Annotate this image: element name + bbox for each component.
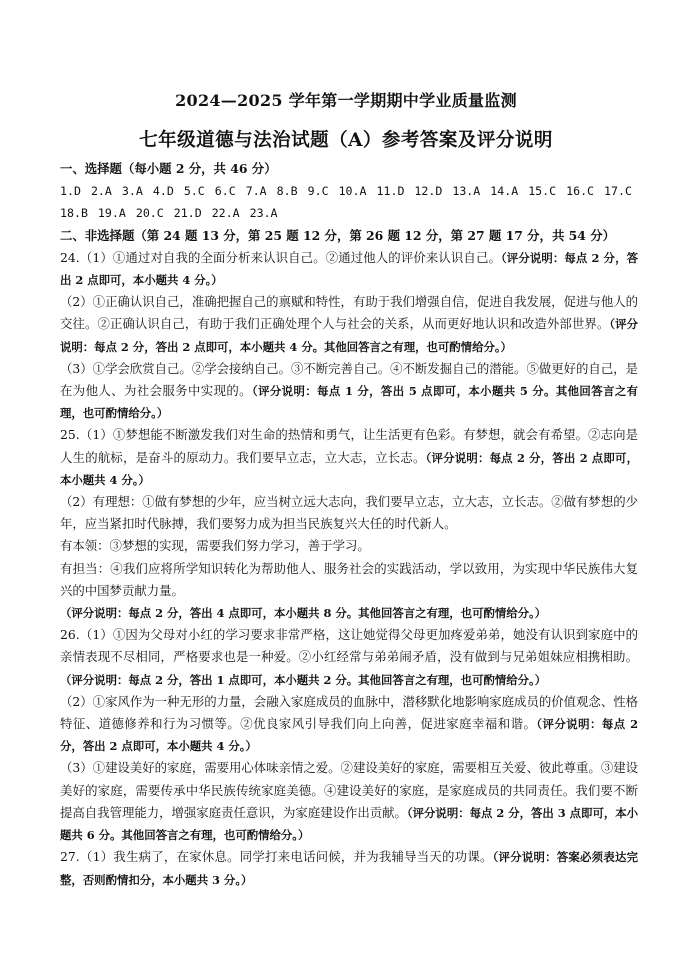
q25-part1-text: 25.（1）①梦想能不断激发我们对生命的热情和勇气，让生活更有色彩。有梦想，就会有希望。②志向是人生的航标，是奋斗的原动力。我们要早立志，立大志，立长志。 xyxy=(60,427,638,465)
answer-item: 21.D xyxy=(173,206,202,221)
answer-item: 10.A xyxy=(338,184,367,199)
answer-item: 6.C xyxy=(214,184,236,199)
q25-part2-note: （评分说明：每点 2 分，答出 4 点即可，本小题共 8 分。其他回答言之有理，也可酌情给分。） xyxy=(60,606,547,621)
answer-content xyxy=(60,158,638,891)
q25-part2-responsibility: 有担当：④我们应将所学知识转化为帮助他人、服务社会的实践活动，学以致用，为实现中华民族伟大复兴的中国梦贡献力量。 xyxy=(60,560,638,598)
q24-part3 xyxy=(60,358,638,425)
q25-part2-ideal: （2）有理想：①做有梦想的少年，应当树立远大志向，我们要早立志，立大志，立长志。②做有梦想的少年，应当紧扣时代脉搏，我们要努力成为担当民族复兴大任的时代新人。 xyxy=(60,494,638,532)
q24-part2 xyxy=(60,291,638,358)
q27-part1-text: 27.（1）我生病了，在家休息。同学打来电话问候，并为我辅导当天的功课。 xyxy=(60,849,493,865)
answer-item: 14.A xyxy=(490,184,519,199)
answer-item: 15.C xyxy=(528,184,557,199)
answer-item: 11.D xyxy=(376,184,405,199)
q24-part2-note: （评分说明：每点 2 分，答出 2 点即可，本小题共 4 分。其他回答言之有理，也可酌情给分。） xyxy=(60,317,638,354)
q26-part1-note: （评分说明：每点 2 分，答出 1 点即可，本小题共 2 分。其他回答言之有理，也可酌情给分。） xyxy=(60,672,547,687)
q24-part1-text: 24.（1）①通过对自我的全面分析来认识自己。②通过他人的评价来认识自己。 xyxy=(60,249,501,265)
answer-item: 9.C xyxy=(307,184,329,199)
answer-item: 2.A xyxy=(90,184,112,199)
answer-item: 16.C xyxy=(566,184,595,199)
q24-part3-note: （评分说明：每点 1 分，答出 5 点即可，本小题共 5 分。其他回答言之有理，也可酌情给分。） xyxy=(60,384,639,421)
answer-item: 5.C xyxy=(183,184,205,199)
q27-part1-note: （评分说明：答案必须表达完整，否则酌情扣分，本小题共 3 分。） xyxy=(60,850,638,887)
q24-part1 xyxy=(60,247,638,291)
answer-item: 3.A xyxy=(121,184,143,199)
answer-item: 7.A xyxy=(245,184,267,199)
answer-item: 4.D xyxy=(152,184,174,199)
answer-item: 12.D xyxy=(414,184,443,199)
q27-part1 xyxy=(60,846,638,890)
q25-part1-note: （评分说明：每点 2 分，答出 2 点即可，本小题共 4 分。） xyxy=(60,450,639,487)
q24-part1-note: （评分说明：每点 2 分，答出 2 点即可，本小题共 4 分。） xyxy=(60,250,638,288)
q24-part2-text: （2）①正确认识自己，准确把握自己的禀赋和特性，有助于我们增强自信，促进自我发展，促进与他人的交往。②正确认识自己，有助于我们正确处理个人与社会的关系，从而更好地认识和改造外部世界。 xyxy=(60,294,638,332)
answer-item: 23.A xyxy=(249,206,278,221)
answer-item: 20.C xyxy=(135,206,164,221)
q26-part2 xyxy=(60,691,638,758)
q26-part2-note: （评分说明：每点 2 分，答出 2 点即可，本小题共 4 分。） xyxy=(60,717,638,754)
q26-part3-note: （评分说明：每点 2 分，答出 3 点即可，本小题共 6 分。其他回答言之有理，也可酌情给分。） xyxy=(60,805,639,843)
answer-item: 19.A xyxy=(97,206,126,221)
answer-item: 8.B xyxy=(276,184,298,199)
answer-item: 1.D xyxy=(60,184,81,199)
q26-part3 xyxy=(60,757,638,846)
answer-item: 22.A xyxy=(211,206,240,221)
q26-part1-text: 26.（1）①因为父母对小红的学习要求非常严格，这让她觉得父母更加疼爱弟弟，她没有认识到家庭中的亲情表现不尽相同，严格要求也是一种爱。②小红经常与弟弟闹矛盾，没有做到与兄弟姐妹应相携相助。 xyxy=(60,627,638,665)
choice-answers xyxy=(60,180,638,224)
exam-title: 2024—2025 学年第一学期期中学业质量监测 xyxy=(175,91,517,110)
q26-part1 xyxy=(60,624,638,691)
answer-item: 17.C xyxy=(604,184,632,199)
q25-part2-ability: 有本领：③梦想的实现，需要我们努力学习，善于学习。 xyxy=(60,538,370,554)
answer-item: 13.A xyxy=(452,184,481,199)
q24-part3-text: （3）①学会欣赏自己。②学会接纳自己。③不断完善自己。④不断发掘自己的潜能。⑤做更好的自己，是在为他人、为社会服务中实现的。 xyxy=(60,360,638,399)
q26-part2-text: （2）①家风作为一种无形的力量，会融入家庭成员的血脉中，潜移默化地影响家庭成员的价值观念、性格特征、道德修养和行为习惯等。②优良家风引导我们向上向善，促进家庭幸福和谐。 xyxy=(60,693,638,732)
q26-part3-text: （3）①建设美好的家庭，需要用心体味亲情之爱。②建设美好的家庭，需要相互关爱、彼此尊重。③建设美好的家庭，需要传承中华民族传统家庭美德。④建设美好的家庭，是家庭成员的共同责任。我们要不断提高自我管理能力，增强家庭责任意识，为家庭建设作出贡献。 xyxy=(60,760,638,820)
answer-key-title: 七年级道德与法治试题（A）参考答案及评分说明 xyxy=(139,130,553,151)
q25-part1 xyxy=(60,424,638,491)
section-open-title: 二、非选择题（第 24 题 13 分，第 25 题 12 分，第 26 题 12 分，第 27 题 17 分，共 54 分） xyxy=(60,227,615,243)
section-choice-title: 一、选择题（每小题 2 分，共 46 分） xyxy=(60,161,277,176)
answer-item: 18.B xyxy=(60,206,88,221)
